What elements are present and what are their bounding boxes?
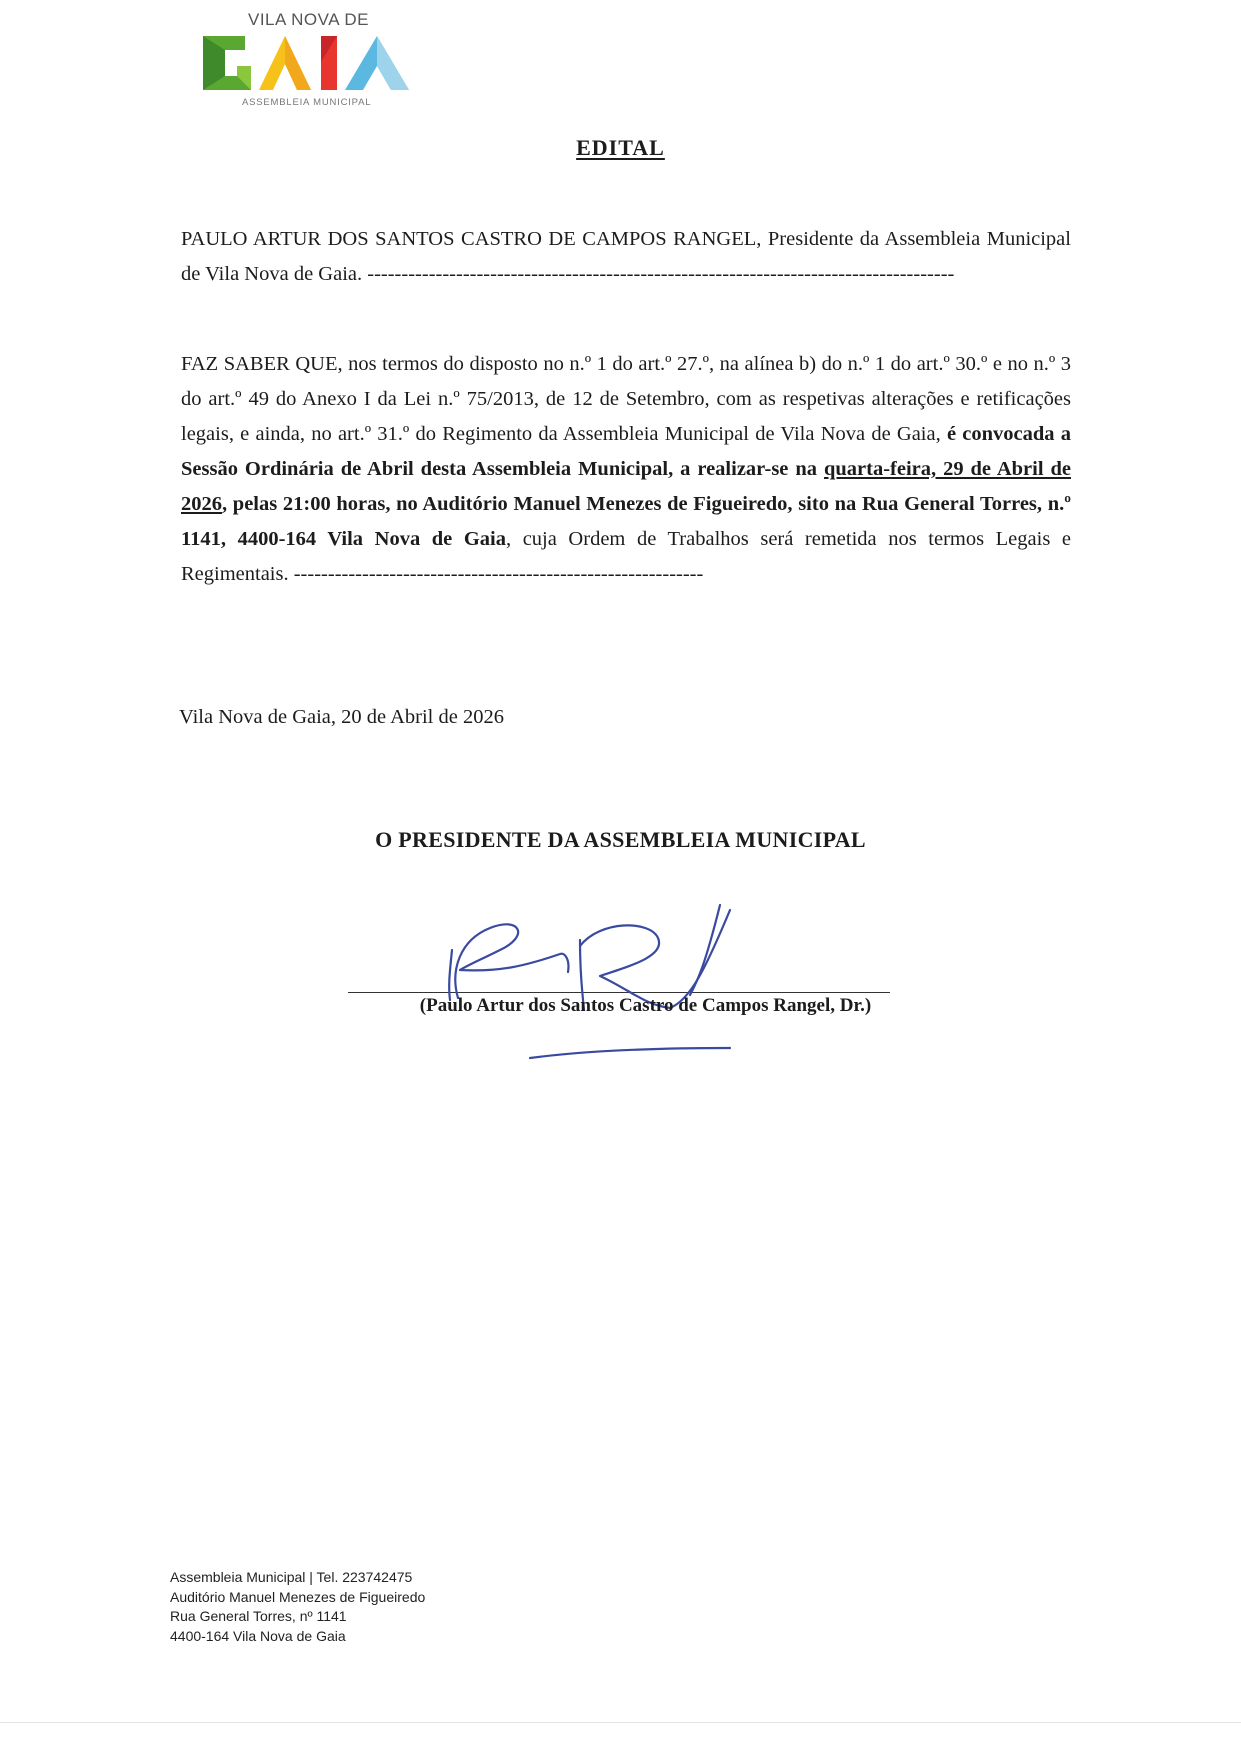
session-date: quarta-feira, 29 de Abril de 2026 [181, 458, 1071, 515]
gaia-logo-mark [195, 32, 445, 94]
intro-rest: , Presidente da Assembleia Municipal de Vila Nova de Gaia. [181, 228, 1071, 285]
body-text-1: FAZ SABER QUE, nos termos do disposto no n.º 1 do art.º 27.º, na alínea b) do n.º 1 do art.º 30.º e no n.º 3 do art.º 49 do Anexo I da Lei n.º 75/2013, de 12 de Setembro, com as respetivas alterações e retificações legais, e ainda, no art.º 31.º do Regimento da Assembleia Municipal de Vila Nova de Gaia, [181, 353, 1071, 445]
handwritten-signature [430, 880, 830, 1060]
footer-line-2: Auditório Manuel Menezes de Figueiredo [170, 1588, 426, 1605]
document-title [0, 135, 1241, 161]
page-bottom-rule [0, 1722, 1241, 1723]
place-date: Vila Nova de Gaia, 20 de Abril de 2026 [179, 706, 504, 728]
footer-line-3: Rua General Torres, nº 1141 [170, 1608, 347, 1624]
assembly-logo [195, 5, 445, 115]
president-name: PAULO ARTUR DOS SANTOS CASTRO DE CAMPOS RANGEL [181, 228, 757, 250]
logo-top-text: VILA NOVA DE [248, 10, 369, 29]
body-paragraph [181, 347, 1071, 592]
body-bold-2: , pelas 21:00 horas, no Auditório Manuel Menezes de Figueiredo, sito na Rua General Torres, n.º 1141, 4400-164 Vila Nova de Gaia [181, 493, 1071, 550]
body-text-2: , cuja Ordem de Trabalhos será remetida nos termos Legais e Regimentais. [181, 528, 1071, 585]
signatory-name: (Paulo Artur dos Santos Castro de Campos Rangel, Dr.) [419, 995, 872, 1016]
signatory-title: O PRESIDENTE DA ASSEMBLEIA MUNICIPAL [375, 827, 866, 852]
intro-dashes: -------------------------------------------------------------------------------------- [367, 263, 955, 285]
logo-bottom-text: ASSEMBLEIA MUNICIPAL [242, 97, 372, 108]
body-bold-1: é convocada a Sessão Ordinária de Abril desta Assembleia Municipal, a realizar-se na [181, 423, 1071, 480]
document-title-text: EDITAL [576, 135, 665, 160]
footer-contact [170, 1568, 425, 1646]
footer-line-4: 4400-164 Vila Nova de Gaia [170, 1627, 346, 1644]
body-dashes: ------------------------------------------------------------ [293, 563, 704, 585]
footer-line-1: Assembleia Municipal | Tel. 223742475 [170, 1569, 413, 1585]
intro-paragraph [181, 222, 1071, 292]
